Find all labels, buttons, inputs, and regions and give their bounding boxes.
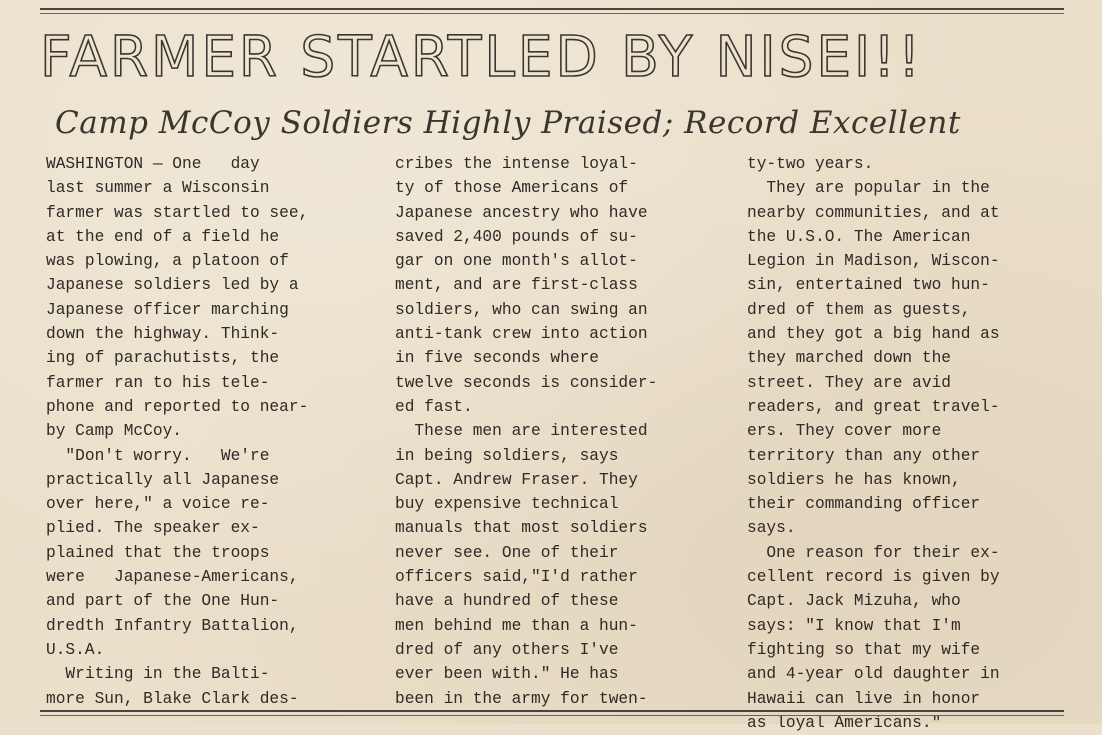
article-line: phone and reported to near- [46,397,309,416]
subheadline: Camp McCoy Soldiers Highly Praised; Record Excellent [55,105,961,141]
article-line: ever been with." He has [395,665,619,684]
article-line: cellent record is given by [747,568,1000,587]
article-line: sin, entertained two hun- [747,276,990,295]
article-line: twelve seconds is consider- [395,373,658,392]
article-line: dred of them as guests, [747,300,971,319]
headline: FARMER STARTLED BY NISEI!! [40,25,924,90]
article-line: WASHINGTON — One day [46,155,260,173]
article-line: dredth Infantry Battalion, [46,616,299,635]
article-line: have a hundred of these [395,592,619,611]
article-line: soldiers he has known, [747,470,961,489]
article-line: Capt. Jack Mizuha, who [747,592,961,611]
article-line: nearby communities, and at [747,203,1000,222]
top-rule-thin [40,13,1064,14]
article-line: farmer ran to his tele- [46,373,270,392]
article-line: Legion in Madison, Wiscon- [747,252,1000,271]
article-line: "Don't worry. We're [46,446,270,465]
article-line: last summer a Wisconsin [46,179,270,198]
article-column-2 [395,152,720,711]
article-line: in five seconds where [395,349,599,368]
article-line: ed fast. [395,397,473,416]
article-line: their commanding officer [747,495,981,514]
article-line: ment, and are first-class [395,276,638,295]
article-line: more Sun, Blake Clark des- [46,689,299,708]
article-line: dred of any others I've [395,640,619,659]
article-line: farmer was startled to see, [46,203,309,222]
article-line: U.S.A. [46,640,105,659]
article-line: ty of those Americans of [395,179,629,198]
article-line: were Japanese-Americans, [46,568,299,587]
article-line: in being soldiers, says [395,446,619,465]
article-line: One reason for their ex- [747,543,1000,562]
article-line: fighting so that my wife [747,640,981,659]
article-line: and part of the One Hun- [46,592,280,611]
article-line: says. [747,519,796,538]
article-line: cribes the intense loyal- [395,155,638,173]
article-line: ers. They cover more [747,422,942,441]
article-line: men behind me than a hun- [395,616,638,635]
article-line: as loyal Americans." [747,713,942,732]
article-line: officers said,"I'd rather [395,568,638,587]
article-line: Japanese ancestry who have [395,203,648,222]
article-line: These men are interested [395,422,648,441]
article-line: practically all Japanese [46,470,280,489]
article-line: over here," a voice re- [46,495,270,514]
article-line: at the end of a field he [46,227,280,246]
article-line: and they got a big hand as [747,325,1000,344]
article-line: buy expensive technical [395,495,619,514]
article-line: they marched down the [747,349,951,368]
article-line: street. They are avid [747,373,951,392]
article-line: territory than any other [747,446,981,465]
top-edge-fragment [40,0,640,8]
bottom-rule [40,710,1064,712]
article-line: manuals that most soldiers [395,519,648,538]
article-line: never see. One of their [395,543,619,562]
article-line: was plowing, a platoon of [46,252,289,271]
article-column-1 [46,152,371,711]
bottom-rule-thin [40,715,1064,716]
top-rule [40,8,1064,10]
article-line: plained that the troops [46,543,270,562]
article-line: ty-two years. [747,155,874,173]
article-line: says: "I know that I'm [747,616,961,635]
article-line: been in the army for twen- [395,689,648,708]
article-line: down the highway. Think- [46,325,280,344]
article-line: the U.S.O. The American [747,227,971,246]
article-line: ing of parachutists, the [46,349,280,368]
article-line: by Camp McCoy. [46,422,182,441]
article-line: plied. The speaker ex- [46,519,260,538]
article-column-3 [747,152,1072,735]
article-line: Writing in the Balti- [46,665,270,684]
article-line: Hawaii can live in honor [747,689,981,708]
article-line: They are popular in the [747,179,990,198]
article-line: Japanese officer marching [46,300,289,319]
article-line: readers, and great travel- [747,397,1000,416]
article-line: and 4-year old daughter in [747,665,1000,684]
article-line: saved 2,400 pounds of su- [395,227,638,246]
article-line: soldiers, who can swing an [395,300,648,319]
article-line: gar on one month's allot- [395,252,638,271]
article-line: Capt. Andrew Fraser. They [395,470,638,489]
article-line: anti-tank crew into action [395,325,648,344]
article-line: Japanese soldiers led by a [46,276,299,295]
